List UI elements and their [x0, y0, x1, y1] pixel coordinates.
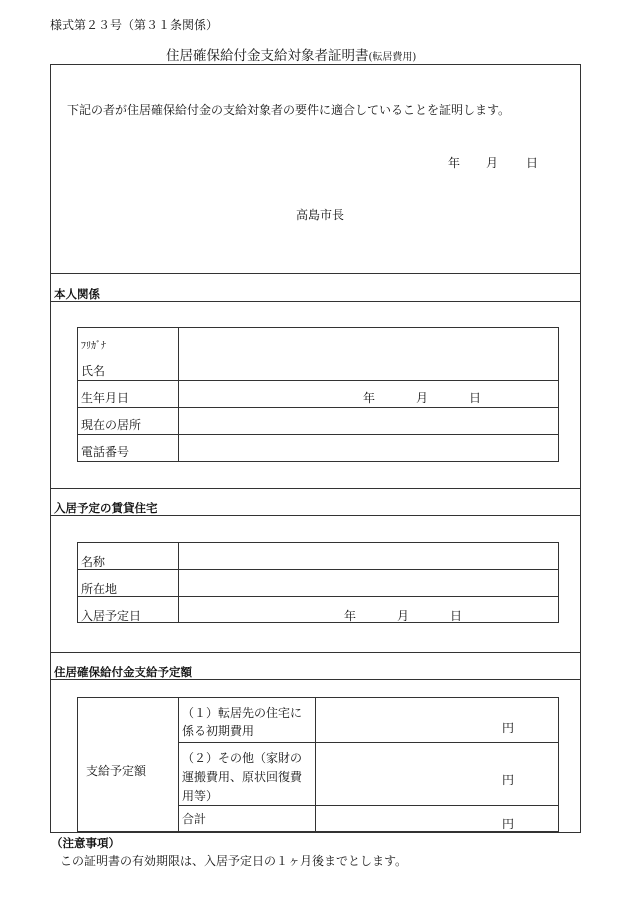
certify-text: 下記の者が住居確保給付金の支給対象者の要件に適合していることを証明します。: [67, 103, 511, 117]
form-number: 様式第２３号（第３１条関係）: [50, 18, 219, 32]
furigana-label: ﾌﾘｶﾞﾅ: [81, 341, 106, 352]
item2-line3: 用等）: [182, 789, 219, 803]
move-in-label: 入居予定日: [81, 609, 142, 623]
name-label: 氏名: [81, 364, 106, 378]
divider: [50, 273, 581, 274]
section-person-header: 本人関係: [54, 287, 100, 301]
total-amount-field[interactable]: [316, 806, 558, 831]
move-in-field[interactable]: [179, 597, 558, 622]
total-yen: 円: [502, 817, 515, 831]
divider: [50, 515, 581, 516]
address-field[interactable]: [179, 408, 558, 433]
item2-line2: 運搬費用、原状回復費: [182, 770, 303, 784]
section-housing-header: 入居予定の賃貸住宅: [54, 501, 158, 515]
title-main: 住居確保給付金支給対象者証明書: [166, 48, 369, 64]
divider: [50, 301, 581, 302]
divider: [50, 488, 581, 489]
move-year: 年: [344, 609, 357, 623]
notes-text: この証明書の有効期限は、入居予定日の１ヶ月後までとします。: [60, 854, 408, 868]
signer: 高島市長: [296, 208, 345, 222]
divider: [50, 679, 581, 680]
move-day: 日: [450, 609, 463, 623]
item1-yen: 円: [502, 721, 515, 735]
amount-row-label: 支給予定額: [86, 764, 147, 778]
item2-amount-field[interactable]: [316, 743, 558, 804]
birthdate-label: 生年月日: [81, 391, 130, 405]
address-label: 現在の居所: [81, 418, 142, 432]
name-field[interactable]: [179, 328, 558, 379]
birth-month: 月: [416, 391, 429, 405]
phone-label: 電話番号: [81, 445, 130, 459]
item2-yen: 円: [502, 773, 515, 787]
birth-year: 年: [363, 391, 376, 405]
housing-name-label: 名称: [81, 555, 106, 569]
item1-amount-field[interactable]: [316, 698, 558, 741]
move-month: 月: [397, 609, 410, 623]
cert-day: 日: [526, 156, 539, 170]
item1-line1: （１）転居先の住宅に: [182, 706, 303, 720]
location-field[interactable]: [179, 570, 558, 595]
total-label: 合計: [182, 812, 207, 826]
item1-line2: 係る初期費用: [182, 724, 255, 738]
title-suffix: (転居費用): [368, 52, 417, 63]
birth-day: 日: [469, 391, 482, 405]
section-amount-header: 住居確保給付金支給予定額: [54, 665, 192, 679]
housing-name-field[interactable]: [179, 543, 558, 568]
notes-header: （注意事項）: [51, 836, 120, 850]
location-label: 所在地: [81, 582, 118, 596]
divider: [50, 652, 581, 653]
cert-year: 年: [448, 156, 461, 170]
phone-field[interactable]: [179, 435, 558, 461]
page-title: [166, 44, 416, 64]
divider: [178, 697, 179, 832]
cert-month: 月: [486, 156, 499, 170]
item2-line1: （２）その他（家財の: [182, 751, 303, 765]
